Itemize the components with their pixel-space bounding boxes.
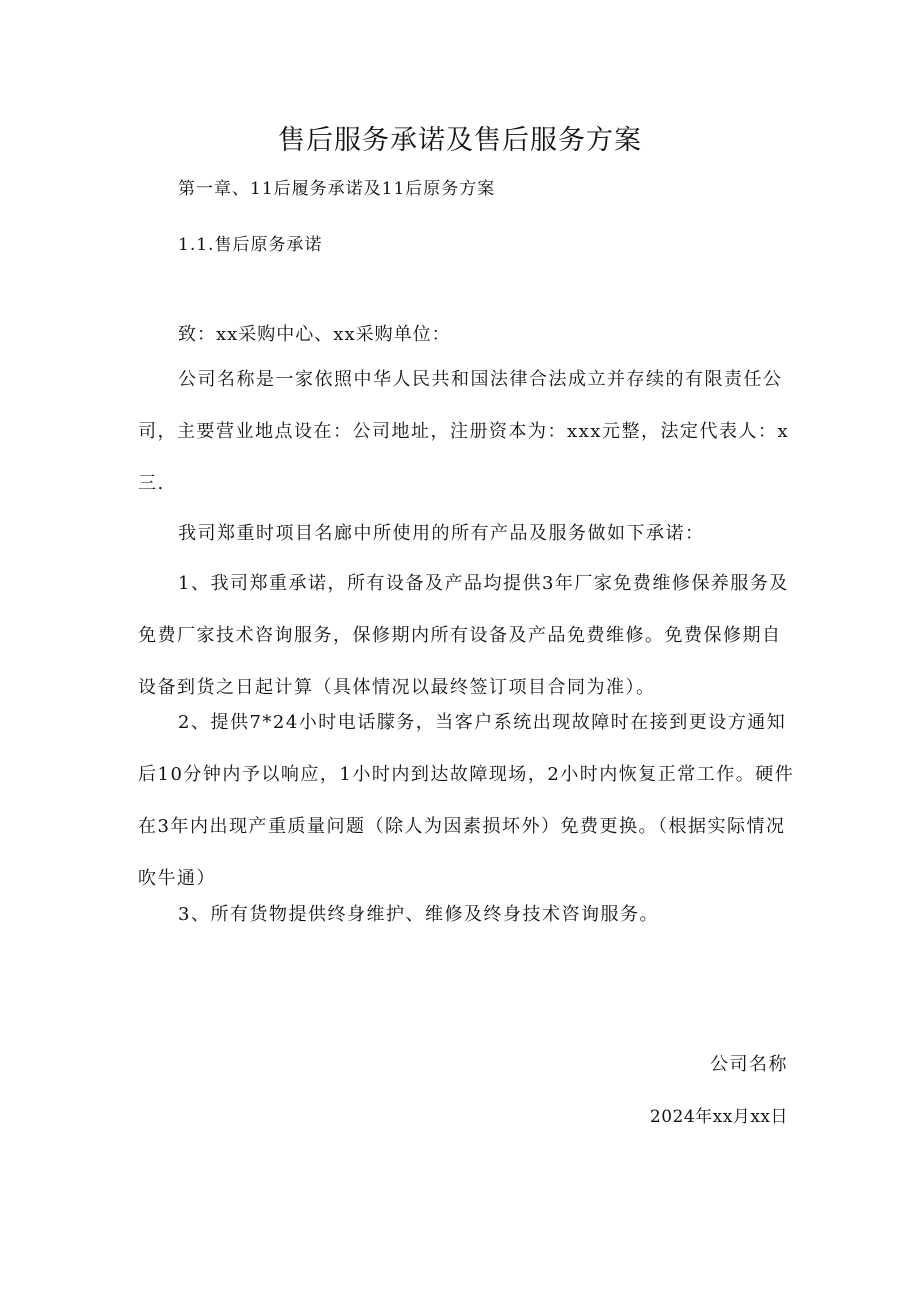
commitment-item-3: 3、所有货物提供终身维护、维修及终身技术咨询服务。 — [178, 904, 659, 925]
signature-date: 2024年xx月xx日 — [649, 1107, 788, 1127]
salutation: 致：xx采购中心、xx采购单位： — [178, 324, 451, 345]
signature-company: 公司名称 — [710, 1054, 788, 1075]
intro-paragraph: 公司名称是一家依照中华人民共和国法律合法成立并存续的有限责任公司，主要营业地点设在：公司地址，注册资本为：xxx元整，法定代表人：x三. — [138, 369, 790, 494]
commitment-lead-paragraph: 我司郑重时项目名廊中所使用的所有产品及服务做如下承诺： — [178, 523, 705, 544]
chapter-heading: 第一章、11后履务承诺及11后原务方案 — [178, 179, 496, 199]
commitment-item-1: 1、我司郑重承诺，所有设备及产品均提供3年厂家免费维修保养服务及免费厂家技术咨询服务，保修期内所有设备及产品免费维修。免费保修期自设备到货之日起计算（具体情况以最终签订项目合同为准）。 — [138, 573, 789, 698]
section-heading: 1.1.售后原务承诺 — [178, 235, 323, 255]
document-title: 售后服务承诺及售后服务方案 — [278, 125, 642, 156]
commitment-item-2: 2、提供7*24小时电话朦务，当客户系统出现故障时在接到更设方通知后10分钟内予以响应，1小时内到达故障现场，2小时内恢复正常工作。硬件在3年内出现产重质量问题（除人为因素损坏外）免费更换。（根据实际情况吹牛通） — [138, 712, 795, 889]
